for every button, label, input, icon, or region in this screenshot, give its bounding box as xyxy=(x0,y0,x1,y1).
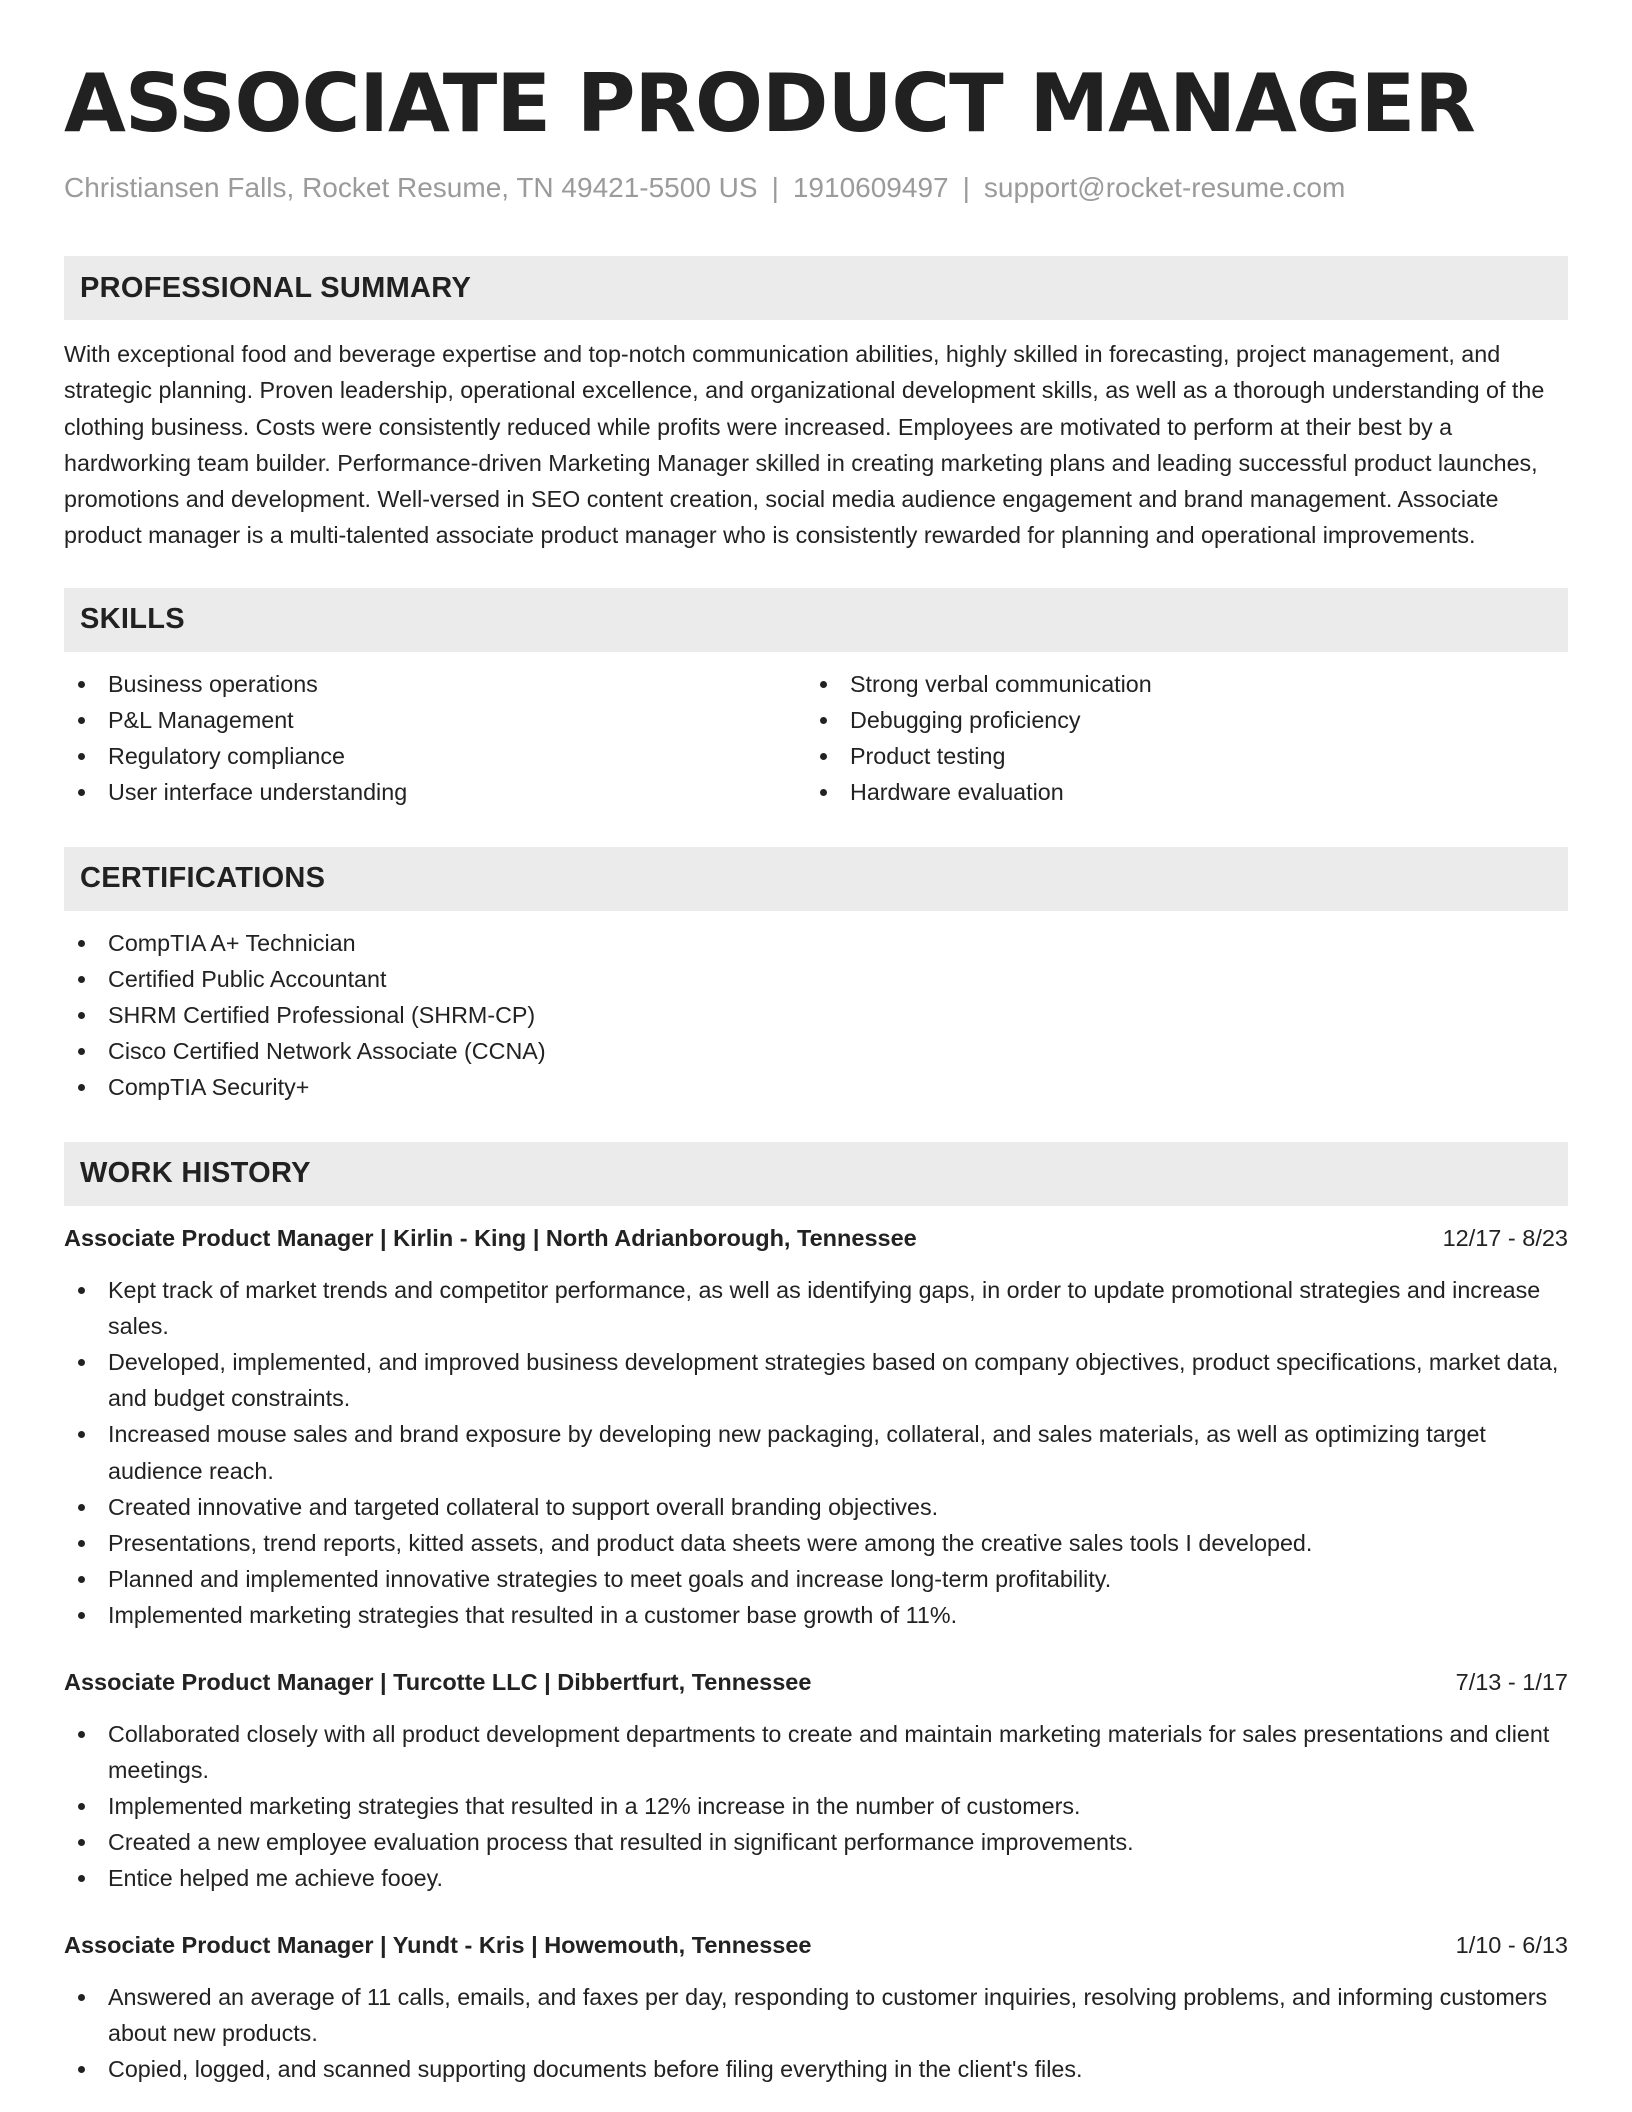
job-entry xyxy=(64,1927,1568,2088)
job-bullets xyxy=(64,1272,1568,1634)
skill-item: Strong verbal communication xyxy=(806,666,1548,702)
job-entry xyxy=(64,1220,1568,1634)
section-header-certifications: CERTIFICATIONS xyxy=(64,847,1568,911)
job-bullet: Entice helped me achieve fooey. xyxy=(64,1860,1568,1896)
job-title: Associate Product Manager | Turcotte LLC | Dibbertfurt, Tennessee xyxy=(64,1668,812,1695)
skill-item: Business operations xyxy=(64,666,806,702)
skill-item: Hardware evaluation xyxy=(806,774,1548,810)
summary-text: With exceptional food and beverage expertise and top-notch communication abilities, highly skilled in forecasting, project management, and strategic planning. Proven leadership, operational excellence, and organizational development skills, as well as a thorough understanding of the clothing business. Costs were consistently reduced while profits were increased. Employees are motivated to perform at their best by a hardworking team builder. Performance-driven Marketing Manager skilled in creating marketing plans and leading successful product launches, promotions and development. Well-versed in SEO content creation, social media audience engagement and brand management. Associate product manager is a multi-talented associate product manager who is consistently rewarded for planning and operational improvements. xyxy=(64,341,1545,549)
contact-email: support@rocket-resume.com xyxy=(983,172,1346,203)
job-bullet: Answered an average of 11 calls, emails, and faxes per day, responding to customer inquiries, resolving problems, and informing customers about new products. xyxy=(64,1979,1568,2051)
skills-columns xyxy=(64,666,1568,811)
job-bullet: Created a new employee evaluation process that resulted in significant performance improvements. xyxy=(64,1824,1568,1860)
certification-item: SHRM Certified Professional (SHRM-CP) xyxy=(64,997,1568,1033)
job-title: Associate Product Manager | Yundt - Kris | Howemouth, Tennessee xyxy=(64,1931,812,1958)
contact-phone: 1910609497 xyxy=(792,172,949,203)
section-header-skills: SKILLS xyxy=(64,588,1568,652)
skill-item: P&L Management xyxy=(64,702,806,738)
job-bullet: Presentations, trend reports, kitted assets, and product data sheets were among the creative sales tools I developed. xyxy=(64,1525,1568,1561)
job-entry xyxy=(64,1664,1568,1897)
job-bullet: Planned and implemented innovative strategies to meet goals and increase long-term profitability. xyxy=(64,1561,1568,1597)
skill-item: Regulatory compliance xyxy=(64,738,806,774)
contact-line xyxy=(64,170,1568,206)
contact-separator: | xyxy=(962,172,970,203)
job-bullets xyxy=(64,1979,1568,2088)
job-bullet: Implemented marketing strategies that resulted in a 12% increase in the number of customers. xyxy=(64,1788,1568,1824)
certifications-list xyxy=(64,925,1568,1106)
section-header-summary: PROFESSIONAL SUMMARY xyxy=(64,256,1568,320)
job-dates: 1/10 - 6/13 xyxy=(1455,1931,1568,1958)
certification-item: CompTIA A+ Technician xyxy=(64,925,1568,961)
certification-item: Cisco Certified Network Associate (CCNA) xyxy=(64,1033,1568,1069)
skills-list-left xyxy=(64,666,806,811)
job-header xyxy=(64,1664,1568,1700)
job-header xyxy=(64,1927,1568,1963)
skill-item: Product testing xyxy=(806,738,1548,774)
section-header-work-history: WORK HISTORY xyxy=(64,1142,1568,1206)
certification-item: Certified Public Accountant xyxy=(64,961,1568,997)
job-title: Associate Product Manager | Kirlin - King | North Adrianborough, Tennessee xyxy=(64,1224,917,1251)
contact-address: Christiansen Falls, Rocket Resume, TN 49421-5500 US xyxy=(64,172,758,203)
resume-title: ASSOCIATE PRODUCT MANAGER xyxy=(64,57,1475,150)
job-bullet: Copied, logged, and scanned supporting documents before filing everything in the client's files. xyxy=(64,2051,1568,2087)
skill-item: Debugging proficiency xyxy=(806,702,1548,738)
skill-item: User interface understanding xyxy=(64,774,806,810)
certification-item: CompTIA Security+ xyxy=(64,1069,1568,1105)
job-bullet: Increased mouse sales and brand exposure by developing new packaging, collateral, and sales materials, as well as optimizing target audience reach. xyxy=(64,1416,1568,1488)
job-header xyxy=(64,1220,1568,1256)
job-bullet: Implemented marketing strategies that resulted in a customer base growth of 11%. xyxy=(64,1597,1568,1633)
resume-content xyxy=(64,58,1568,2087)
job-bullet: Developed, implemented, and improved business development strategies based on company objectives, product specifications, market data, and budget constraints. xyxy=(64,1344,1568,1416)
job-bullet: Kept track of market trends and competitor performance, as well as identifying gaps, in order to update promotional strategies and increase sales. xyxy=(64,1272,1568,1344)
job-bullet: Created innovative and targeted collateral to support overall branding objectives. xyxy=(64,1489,1568,1525)
skills-list-right xyxy=(806,666,1548,811)
job-dates: 7/13 - 1/17 xyxy=(1455,1668,1568,1695)
job-bullet: Collaborated closely with all product development departments to create and maintain marketing materials for sales presentations and client meetings. xyxy=(64,1716,1568,1788)
job-bullets xyxy=(64,1716,1568,1897)
contact-separator: | xyxy=(771,172,779,203)
job-dates: 12/17 - 8/23 xyxy=(1442,1224,1568,1251)
